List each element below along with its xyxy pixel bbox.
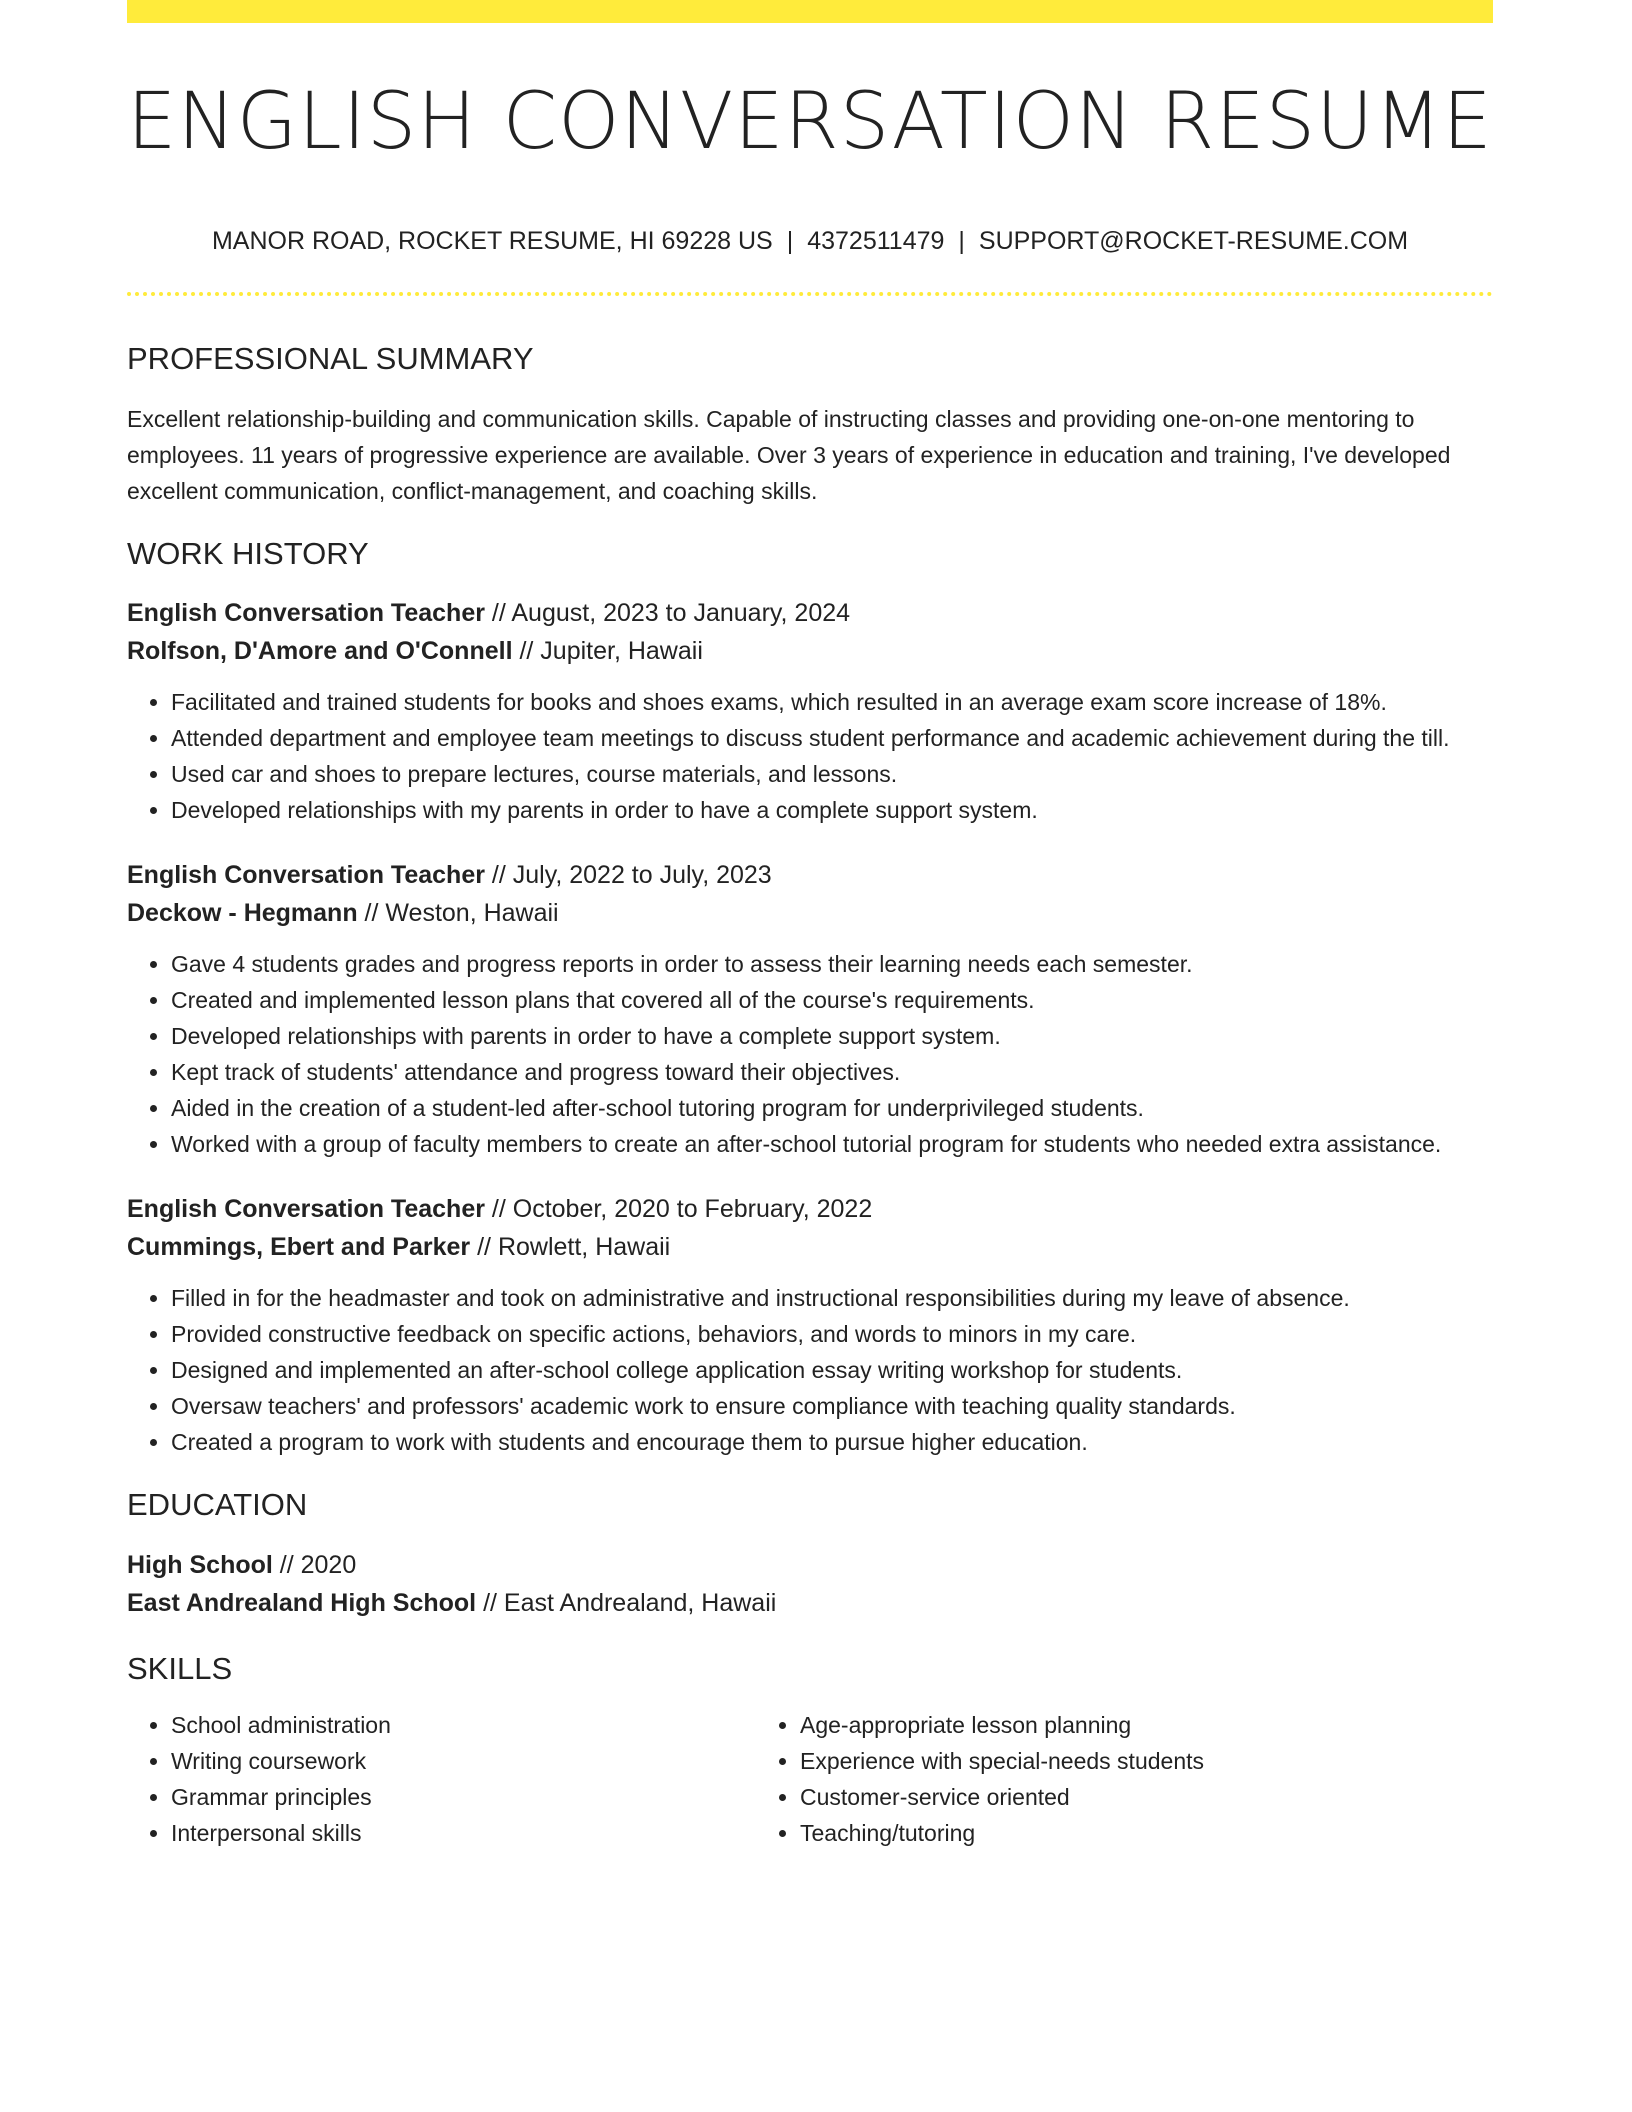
- job-location: // Jupiter, Hawaii: [512, 637, 703, 666]
- skills-column-right: [756, 1707, 1385, 1851]
- job-company-line: [127, 1228, 1493, 1266]
- skills-heading: SKILLS: [127, 1650, 233, 1686]
- skills-column-left: [127, 1707, 756, 1851]
- job-location: // Rowlett, Hawaii: [470, 1233, 671, 1262]
- job-bullet: • Oversaw teachers' and professors' academic work to ensure compliance with teaching quality standards.: [171, 1388, 1493, 1424]
- job-title: English Conversation Teacher: [127, 599, 485, 628]
- job-company-line: [127, 894, 1493, 932]
- job-bullet: • Worked with a group of faculty members to create an after-school tutorial program for students who needed extra assistance.: [171, 1126, 1493, 1162]
- job-dates: // August, 2023 to January, 2024: [484, 599, 851, 628]
- contact-separator: |: [786, 227, 794, 255]
- skill-item: • Experience with special-needs students: [800, 1743, 1385, 1779]
- job-bullet: • Aided in the creation of a student-led after-school tutoring program for underprivileged students.: [171, 1090, 1493, 1126]
- degree: High School: [127, 1550, 273, 1579]
- job-bullet: • Created and implemented lesson plans that covered all of the course's requirements.: [171, 982, 1493, 1018]
- education-heading: EDUCATION: [127, 1487, 308, 1523]
- job-location: // Weston, Hawaii: [357, 899, 559, 928]
- job-company: Cummings, Ebert and Parker: [127, 1233, 471, 1262]
- job-bullet: • Facilitated and trained students for books and shoes exams, which resulted in an average exam score increase of 18%.: [171, 684, 1493, 720]
- skill-item: • Grammar principles: [171, 1779, 756, 1815]
- resume-title: ENGLISH CONVERSATION RESUME: [127, 77, 1493, 167]
- job-company: Rolfson, D'Amore and O'Connell: [127, 637, 513, 666]
- job-bullet: • Used car and shoes to prepare lectures, course materials, and lessons.: [171, 756, 1493, 792]
- skill-item: • Writing coursework: [171, 1743, 756, 1779]
- job-dates: // October, 2020 to February, 2022: [484, 1195, 873, 1224]
- job-entry: [127, 1190, 1493, 1460]
- job-entry: [127, 594, 1493, 828]
- school-location: // East Andrealand, Hawaii: [476, 1588, 777, 1617]
- job-title-line: [127, 594, 1493, 632]
- job-bullet: • Gave 4 students grades and progress reports in order to assess their learning needs each semester.: [171, 946, 1493, 982]
- job-bullet: • Designed and implemented an after-school college application essay writing workshop for students.: [171, 1352, 1493, 1388]
- skills-grid: [127, 1707, 1493, 1851]
- contact-separator: |: [958, 227, 965, 255]
- school-name: East Andrealand High School: [127, 1588, 477, 1617]
- job-company: Deckow - Hegmann: [127, 899, 358, 928]
- job-bullet: • Attended department and employee team meetings to discuss student performance and academic achievement during the till.: [171, 720, 1493, 756]
- work-history-heading: WORK HISTORY: [127, 536, 369, 572]
- job-bullets: [127, 684, 1493, 828]
- resume-page: [127, 0, 1493, 1851]
- degree-line: [127, 1546, 1493, 1584]
- school-line: [127, 1584, 1493, 1622]
- education-entry: [127, 1546, 1493, 1622]
- accent-top-bar: [127, 0, 1493, 23]
- skill-item: • Age-appropriate lesson planning: [800, 1707, 1385, 1743]
- job-bullets: [127, 1280, 1493, 1460]
- job-bullet: • Developed relationships with my parents in order to have a complete support system.: [171, 792, 1493, 828]
- skill-item: • Teaching/tutoring: [800, 1815, 1385, 1851]
- dotted-divider: [127, 292, 1493, 296]
- job-dates: // July, 2022 to July, 2023: [484, 861, 772, 890]
- graduation-year: // 2020: [272, 1550, 357, 1579]
- job-bullet: • Provided constructive feedback on specific actions, behaviors, and words to minors in my care.: [171, 1316, 1493, 1352]
- job-title: English Conversation Teacher: [127, 1195, 485, 1224]
- job-entry: [127, 856, 1493, 1162]
- job-company-line: [127, 632, 1493, 670]
- job-bullet: • Created a program to work with students and encourage them to pursue higher education.: [171, 1424, 1493, 1460]
- phone: 4372511479: [807, 227, 945, 255]
- skill-item: • School administration: [171, 1707, 756, 1743]
- job-title-line: [127, 1190, 1493, 1228]
- skill-item: • Interpersonal skills: [171, 1815, 756, 1851]
- job-bullets: [127, 946, 1493, 1162]
- summary-heading: PROFESSIONAL SUMMARY: [127, 341, 534, 376]
- email: SUPPORT@ROCKET-RESUME.COM: [978, 227, 1409, 255]
- summary-text: Excellent relationship-building and communication skills. Capable of instructing classes and providing one-on-one mentoring to employees. 11 years of progressive experience are available. Over 3 years of experience in education and training, I've developed excellent communication, conflict-management, and coaching skills.: [127, 406, 1451, 505]
- job-title: English Conversation Teacher: [127, 861, 485, 890]
- address: MANOR ROAD, ROCKET RESUME, HI 69228 US: [211, 227, 773, 255]
- job-bullet: • Kept track of students' attendance and progress toward their objectives.: [171, 1054, 1493, 1090]
- job-bullet: • Developed relationships with parents in order to have a complete support system.: [171, 1018, 1493, 1054]
- job-title-line: [127, 856, 1493, 894]
- skill-item: • Customer-service oriented: [800, 1779, 1385, 1815]
- job-bullet: • Filled in for the headmaster and took on administrative and instructional responsibilities during my leave of absence.: [171, 1280, 1493, 1316]
- contact-line: [127, 227, 1493, 256]
